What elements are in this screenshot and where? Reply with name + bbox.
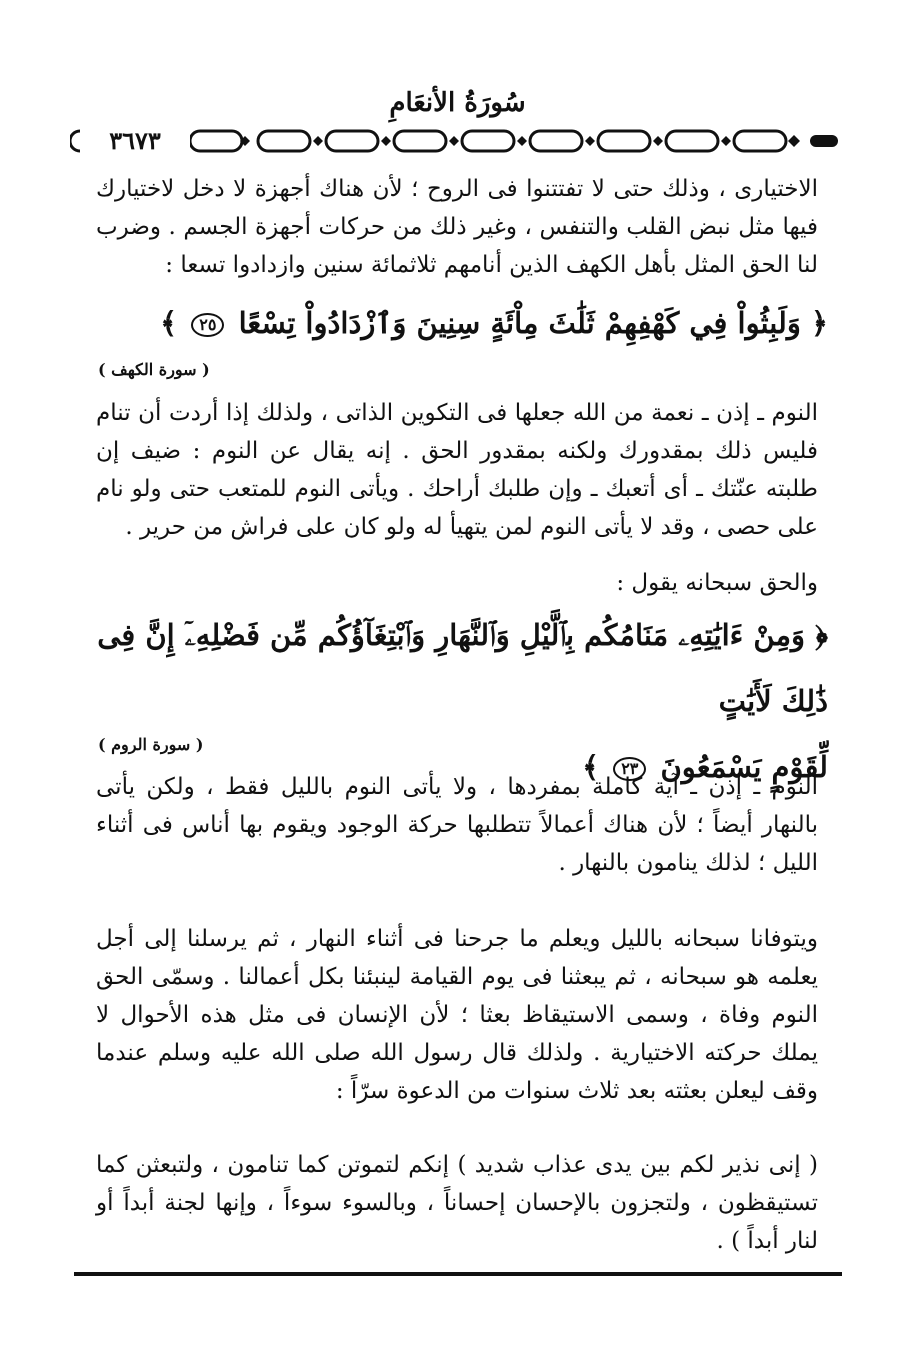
ornament-diamond bbox=[449, 136, 459, 146]
ornament-link bbox=[598, 131, 650, 151]
quran-verse-kahf bbox=[86, 290, 828, 356]
paragraph-5: ويتوفانا سبحانه بالليل ويعلم ما جرحنا فى أثناء النهار ، ثم يرسلنا إلى أجل يعلمه هو سبحانه ، ثم يبعثنا فى يوم القيامة لينبئنا بكل أعمالنا . وسمّى الحق النوم وفاة ، وسمى الاستيقاظ بعثا ؛ لأن الإنسان فى مثل هذه الأحوال لا يملك حركته الاختيارية . ولذلك قال رسول الله صلى الله عليه وسلم عندما وقف ليعلن بعثته بعد ثلاث سنوات من الدعوة سرّاً : bbox=[96, 926, 818, 1104]
ornament-link bbox=[258, 131, 310, 151]
paragraph-4: النوم ـ إذن ـ آية كاملة بمفردها ، ولا يأتى النوم بالليل فقط ، ولكن يأتى بالنهار أيضاً ؛ لأن هناك أعمالاً تتطلبها حركة الوجود ويقوم بها أناس فى أثناء الليل ؛ لذلك ينامون بالنهار . bbox=[96, 774, 818, 876]
ornament-link bbox=[734, 131, 786, 151]
ornament-diamond bbox=[585, 136, 595, 146]
ornament-link bbox=[326, 131, 378, 151]
ornament-link bbox=[666, 131, 718, 151]
ornament-link bbox=[462, 131, 514, 151]
footer-rule bbox=[74, 1272, 842, 1276]
verse-text: وَلَبِثُواْ فِي كَهْفِهِمْ ثَلَٰثَ مِاْئَةٍ سِنِينَ وَٱزْدَادُواْ تِسْعًا bbox=[238, 306, 801, 340]
paragraph-6-hadith: ( إنى نذير لكم بين يدى عذاب شديد ) إنكم لتموتن كما تنامون ، ولتبعثن كما تستيقظون ، ولتجزون بالإحسان إحساناً ، وبالسوء سوءاً ، وإنها لجنة أبداً أو لنار أبداً ) . bbox=[96, 1152, 818, 1254]
page-number: ٣٦٧٣ bbox=[80, 128, 190, 154]
verse-number-badge: ٢٣ bbox=[613, 757, 646, 781]
ornament-diamond bbox=[721, 136, 731, 146]
verse-number-badge: ٢٥ bbox=[191, 313, 224, 337]
ornament-diamond bbox=[653, 136, 663, 146]
verse-close-bracket: ﴾ bbox=[160, 306, 178, 340]
surah-reference-kahf: ( سورة الكهف ) bbox=[98, 360, 210, 379]
ornament-link bbox=[530, 131, 582, 151]
ornament-link bbox=[190, 131, 242, 151]
surah-reference-rum: ( سورة الروم ) bbox=[98, 735, 204, 754]
ornament-diamond bbox=[517, 136, 527, 146]
ornament-end-cap bbox=[810, 135, 838, 147]
verse-close-bracket: ﴾ bbox=[582, 750, 600, 784]
paragraph-3: والحق سبحانه يقول : bbox=[616, 570, 818, 596]
verse-open-bracket: ﴿ bbox=[815, 618, 828, 652]
verse-open-bracket: ﴿ bbox=[811, 306, 828, 340]
paragraph-2: النوم ـ إذن ـ نعمة من الله جعلها فى التكوين الذاتى ، ولذلك إذا أردت أن تنام فليس ذلك بمقدورك ولكنه بمقدور الحق . إنه يقال عن النوم : ضيف إن طلبته عنّتك ـ أى أتعبك ـ وإن طلبك أراحك . ويأتى النوم للمتعب حتى ولو نام على حصى ، وقد لا يأتى النوم لمن يتهيأ له ولو كان على فراش من حرير . bbox=[96, 400, 818, 540]
ornament-diamond bbox=[381, 136, 391, 146]
ornament-link bbox=[394, 131, 446, 151]
surah-title: سُورَةُ الأنعَامِ bbox=[389, 88, 526, 118]
verse-text: وَمِنْ ءَايَٰتِهِۦ مَنَامُكُم بِٱلَّيْلِ وَٱلنَّهَارِ وَٱبْتِغَآؤُكُم مِّن فَضْلِهِۦٓ إِنَّ فِى ذَٰلِكَ لَأَيَٰتٍ bbox=[97, 618, 828, 718]
verse-text: لِّقَوْمٍ يَسْمَعُونَ bbox=[660, 750, 828, 784]
paragraph-1: الاختيارى ، وذلك حتى لا تفتتنوا فى الروح ؛ لأن هناك أجهزة لا دخل لاختيارك فيها مثل نبض القلب والتنفس ، وغير ذلك من حركات أجهزة الجسم . وضرب لنا الحق المثل بأهل الكهف الذين أنامهم ثلاثمائة سنين وازدادوا تسعا : bbox=[96, 176, 818, 278]
verse-line-1 bbox=[86, 602, 828, 734]
ornament-diamond bbox=[313, 136, 323, 146]
ornament-diamond bbox=[788, 135, 800, 147]
